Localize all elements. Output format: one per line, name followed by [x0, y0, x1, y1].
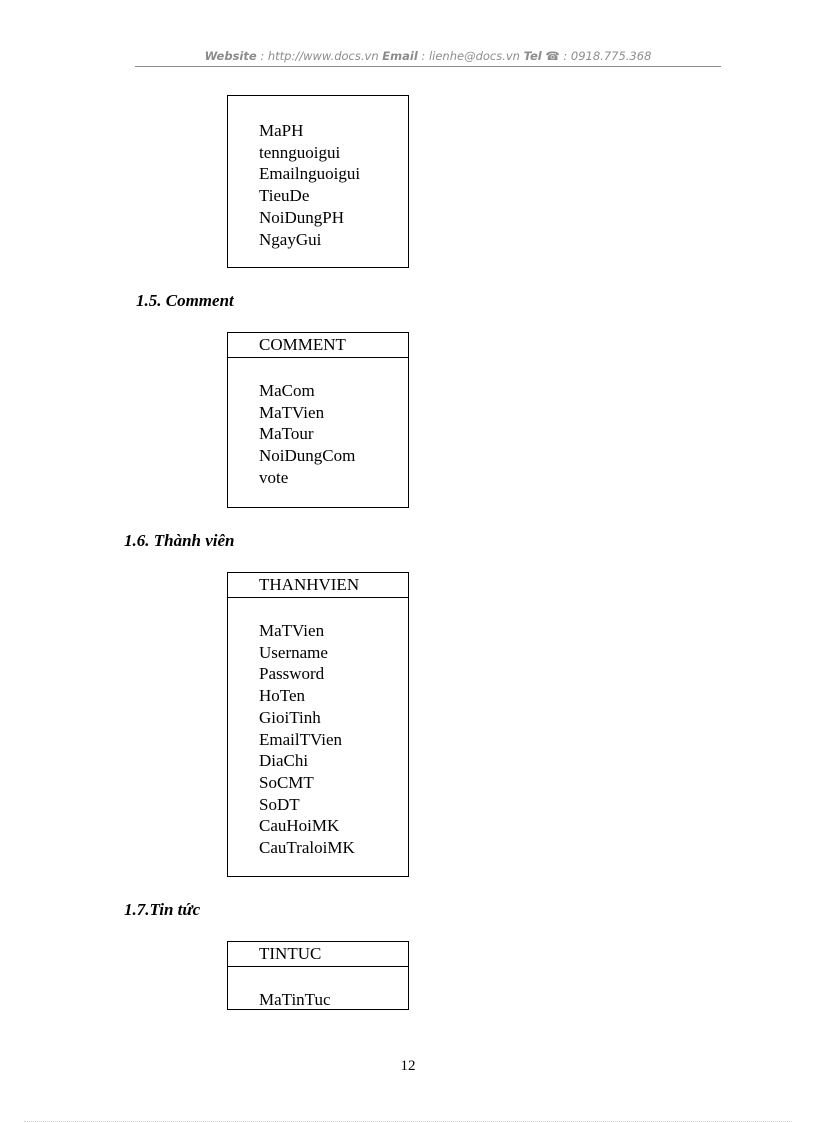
field-item: MaTVien: [259, 402, 325, 422]
field-item: TieuDe: [259, 186, 310, 206]
field-item: HoTen: [259, 686, 306, 706]
field-item: Emailnguoigui: [259, 164, 361, 184]
thanhvien-field-list: [228, 598, 408, 859]
thanhvien-table-title: THANHVIEN: [228, 573, 408, 598]
field-item: Username: [259, 642, 328, 662]
field-item: MaPH: [259, 121, 304, 140]
field-item: SoDT: [259, 794, 300, 814]
phanhoi-table: [227, 95, 409, 268]
field-item: NoiDungCom: [259, 446, 356, 466]
field-item: NoiDungPH: [259, 207, 345, 227]
field-item: vote: [259, 467, 289, 487]
field-item: GioiTinh: [259, 707, 321, 727]
tintuc-field-list: [228, 967, 408, 1011]
tel-value: : 0918.775.368: [559, 49, 652, 63]
field-item: tennguoigui: [259, 142, 341, 162]
footer-divider: [24, 1121, 792, 1122]
field-item: MaCom: [259, 381, 315, 400]
page-number: 12: [400, 1058, 416, 1074]
email-label: Email: [382, 49, 418, 63]
page-header: [135, 49, 721, 63]
field-item: DiaChi: [259, 751, 309, 771]
email-value: : lienhe@docs.vn: [417, 49, 524, 63]
comment-table-title: COMMENT: [228, 333, 408, 358]
field-item: Password: [259, 664, 325, 684]
field-item: SoCMT: [259, 772, 314, 792]
website-label: Website: [204, 49, 257, 63]
field-item: CauTraloiMK: [259, 838, 355, 858]
comment-field-list: [228, 358, 408, 489]
comment-table: [227, 332, 409, 508]
field-item: NgayGui: [259, 229, 322, 249]
comment-heading: 1.5. Comment: [136, 291, 234, 310]
tintuc-table: [227, 941, 409, 1010]
field-item: EmailTVien: [259, 729, 343, 749]
tel-label: Tel: [523, 49, 542, 63]
thanhvien-heading: 1.6. Thành viên: [124, 531, 235, 550]
field-item: CauHoiMK: [259, 816, 340, 836]
thanhvien-table: [227, 572, 409, 877]
phone-icon: ☎: [545, 49, 560, 63]
website-value: : http://www.docs.vn: [256, 49, 383, 63]
field-item: MaTVien: [259, 621, 325, 640]
field-item: MaTinTuc: [259, 990, 331, 1009]
field-item: MaTour: [259, 424, 314, 444]
tintuc-table-title: TINTUC: [228, 942, 408, 967]
tintuc-heading: 1.7.Tin tức: [124, 900, 201, 919]
header-divider: [135, 66, 721, 67]
phanhoi-field-list: [228, 96, 408, 250]
